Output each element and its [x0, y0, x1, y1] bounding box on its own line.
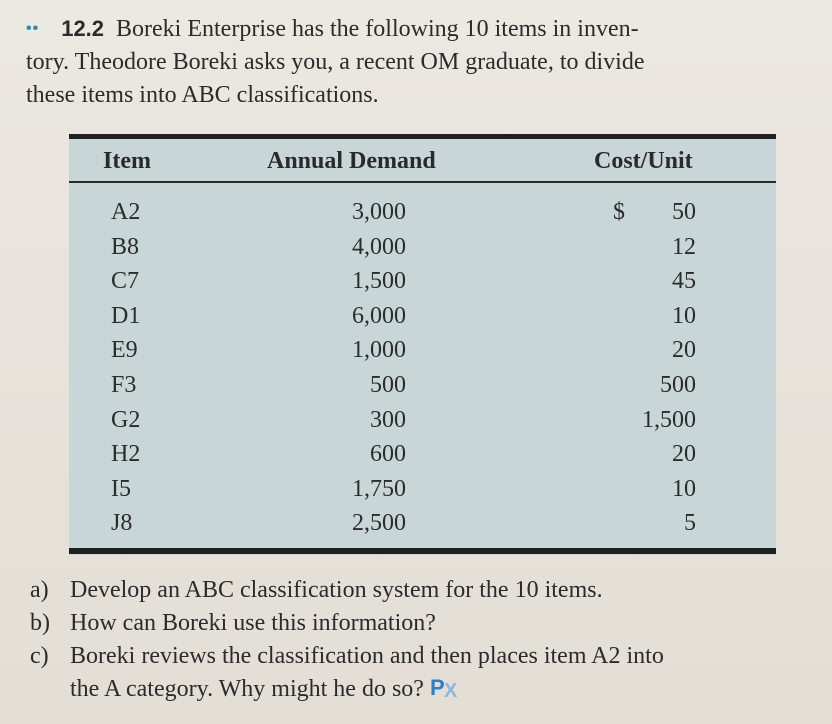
table-header-rule	[69, 181, 776, 183]
cell-item: E9	[111, 337, 138, 364]
table-row	[69, 233, 776, 268]
cell-annual-demand: 1,000	[352, 337, 406, 364]
cell-annual-demand: 3,000	[352, 199, 406, 225]
cell-item: B8	[111, 233, 140, 260]
cell-item: I5	[111, 475, 131, 502]
problem-text-line-3: these items into ABC classifications.	[26, 82, 379, 108]
cell-cost-unit: 20	[672, 337, 696, 364]
header-annual-demand: Annual Demand	[267, 148, 436, 174]
cell-cost-unit: 10	[672, 302, 696, 329]
table-row	[69, 336, 776, 371]
cell-item: G2	[111, 406, 141, 433]
question-b	[30, 607, 820, 640]
question-text: Boreki reviews the classification and then places item A2 into	[70, 643, 664, 669]
cell-annual-demand: 1,750	[352, 475, 406, 502]
header-item: Item	[103, 148, 151, 174]
svg-text:P: P	[429, 675, 445, 699]
cell-annual-demand: 500	[370, 371, 406, 398]
table-row	[69, 509, 776, 544]
question-text: How can Boreki use this information?	[70, 610, 436, 636]
question-text: Develop an ABC classification system for the 10 items.	[70, 577, 603, 603]
question-list	[30, 574, 820, 706]
question-text-continued: the A category. Why might he do so? P X	[70, 673, 820, 706]
table-row	[69, 406, 776, 441]
problem-statement	[26, 12, 816, 112]
table-row	[69, 475, 776, 510]
cell-cost-unit: 12	[672, 233, 696, 260]
problem-number: 12.2	[61, 16, 105, 41]
cell-cost-unit: 45	[672, 268, 696, 295]
problem-line-1	[26, 12, 816, 46]
table-top-rule	[69, 134, 776, 139]
table-body	[69, 198, 776, 544]
table-row	[69, 440, 776, 475]
px-logo-icon	[430, 675, 470, 699]
question-letter: c)	[30, 643, 49, 669]
cell-item: C7	[111, 268, 140, 295]
cell-cost-unit: 500	[660, 371, 696, 398]
cell-cost-unit: 20	[672, 441, 696, 468]
table-row	[69, 371, 776, 406]
cell-cost-unit: 1,500	[642, 406, 696, 433]
header-cost-unit: Cost/Unit	[594, 148, 693, 174]
cell-cost-unit: 10	[672, 475, 696, 502]
cell-currency-symbol: $	[613, 199, 625, 225]
cell-annual-demand: 300	[370, 406, 406, 433]
cell-annual-demand: 6,000	[352, 302, 406, 329]
cell-item: A2	[111, 199, 141, 225]
question-letter: b)	[30, 610, 50, 636]
px-logo-svg	[430, 675, 470, 699]
cell-annual-demand: 1,500	[352, 268, 406, 295]
question-letter: a)	[30, 577, 49, 603]
cell-annual-demand: 2,500	[352, 510, 406, 537]
cell-cost-unit: 50	[672, 199, 696, 225]
table-row	[69, 302, 776, 337]
cell-item: D1	[111, 302, 141, 329]
table-row	[69, 267, 776, 302]
table-bottom-rule	[69, 548, 776, 554]
question-a	[30, 574, 820, 607]
question-c	[30, 640, 820, 706]
cell-annual-demand: 600	[370, 441, 406, 468]
problem-text-line-1: Boreki Enterprise has the following 10 items in inven-	[116, 16, 639, 42]
cell-annual-demand: 4,000	[352, 233, 406, 260]
cell-item: F3	[111, 371, 137, 398]
inventory-table	[69, 134, 776, 555]
cell-cost-unit: 5	[684, 510, 696, 537]
cell-item: H2	[111, 441, 141, 468]
svg-text:X: X	[443, 680, 458, 699]
table-row	[69, 198, 776, 233]
cell-item: J8	[111, 510, 133, 537]
difficulty-dots-icon: ••	[26, 20, 40, 37]
problem-text-line-2: tory. Theodore Boreki asks you, a recent OM graduate, to divide	[26, 49, 645, 75]
